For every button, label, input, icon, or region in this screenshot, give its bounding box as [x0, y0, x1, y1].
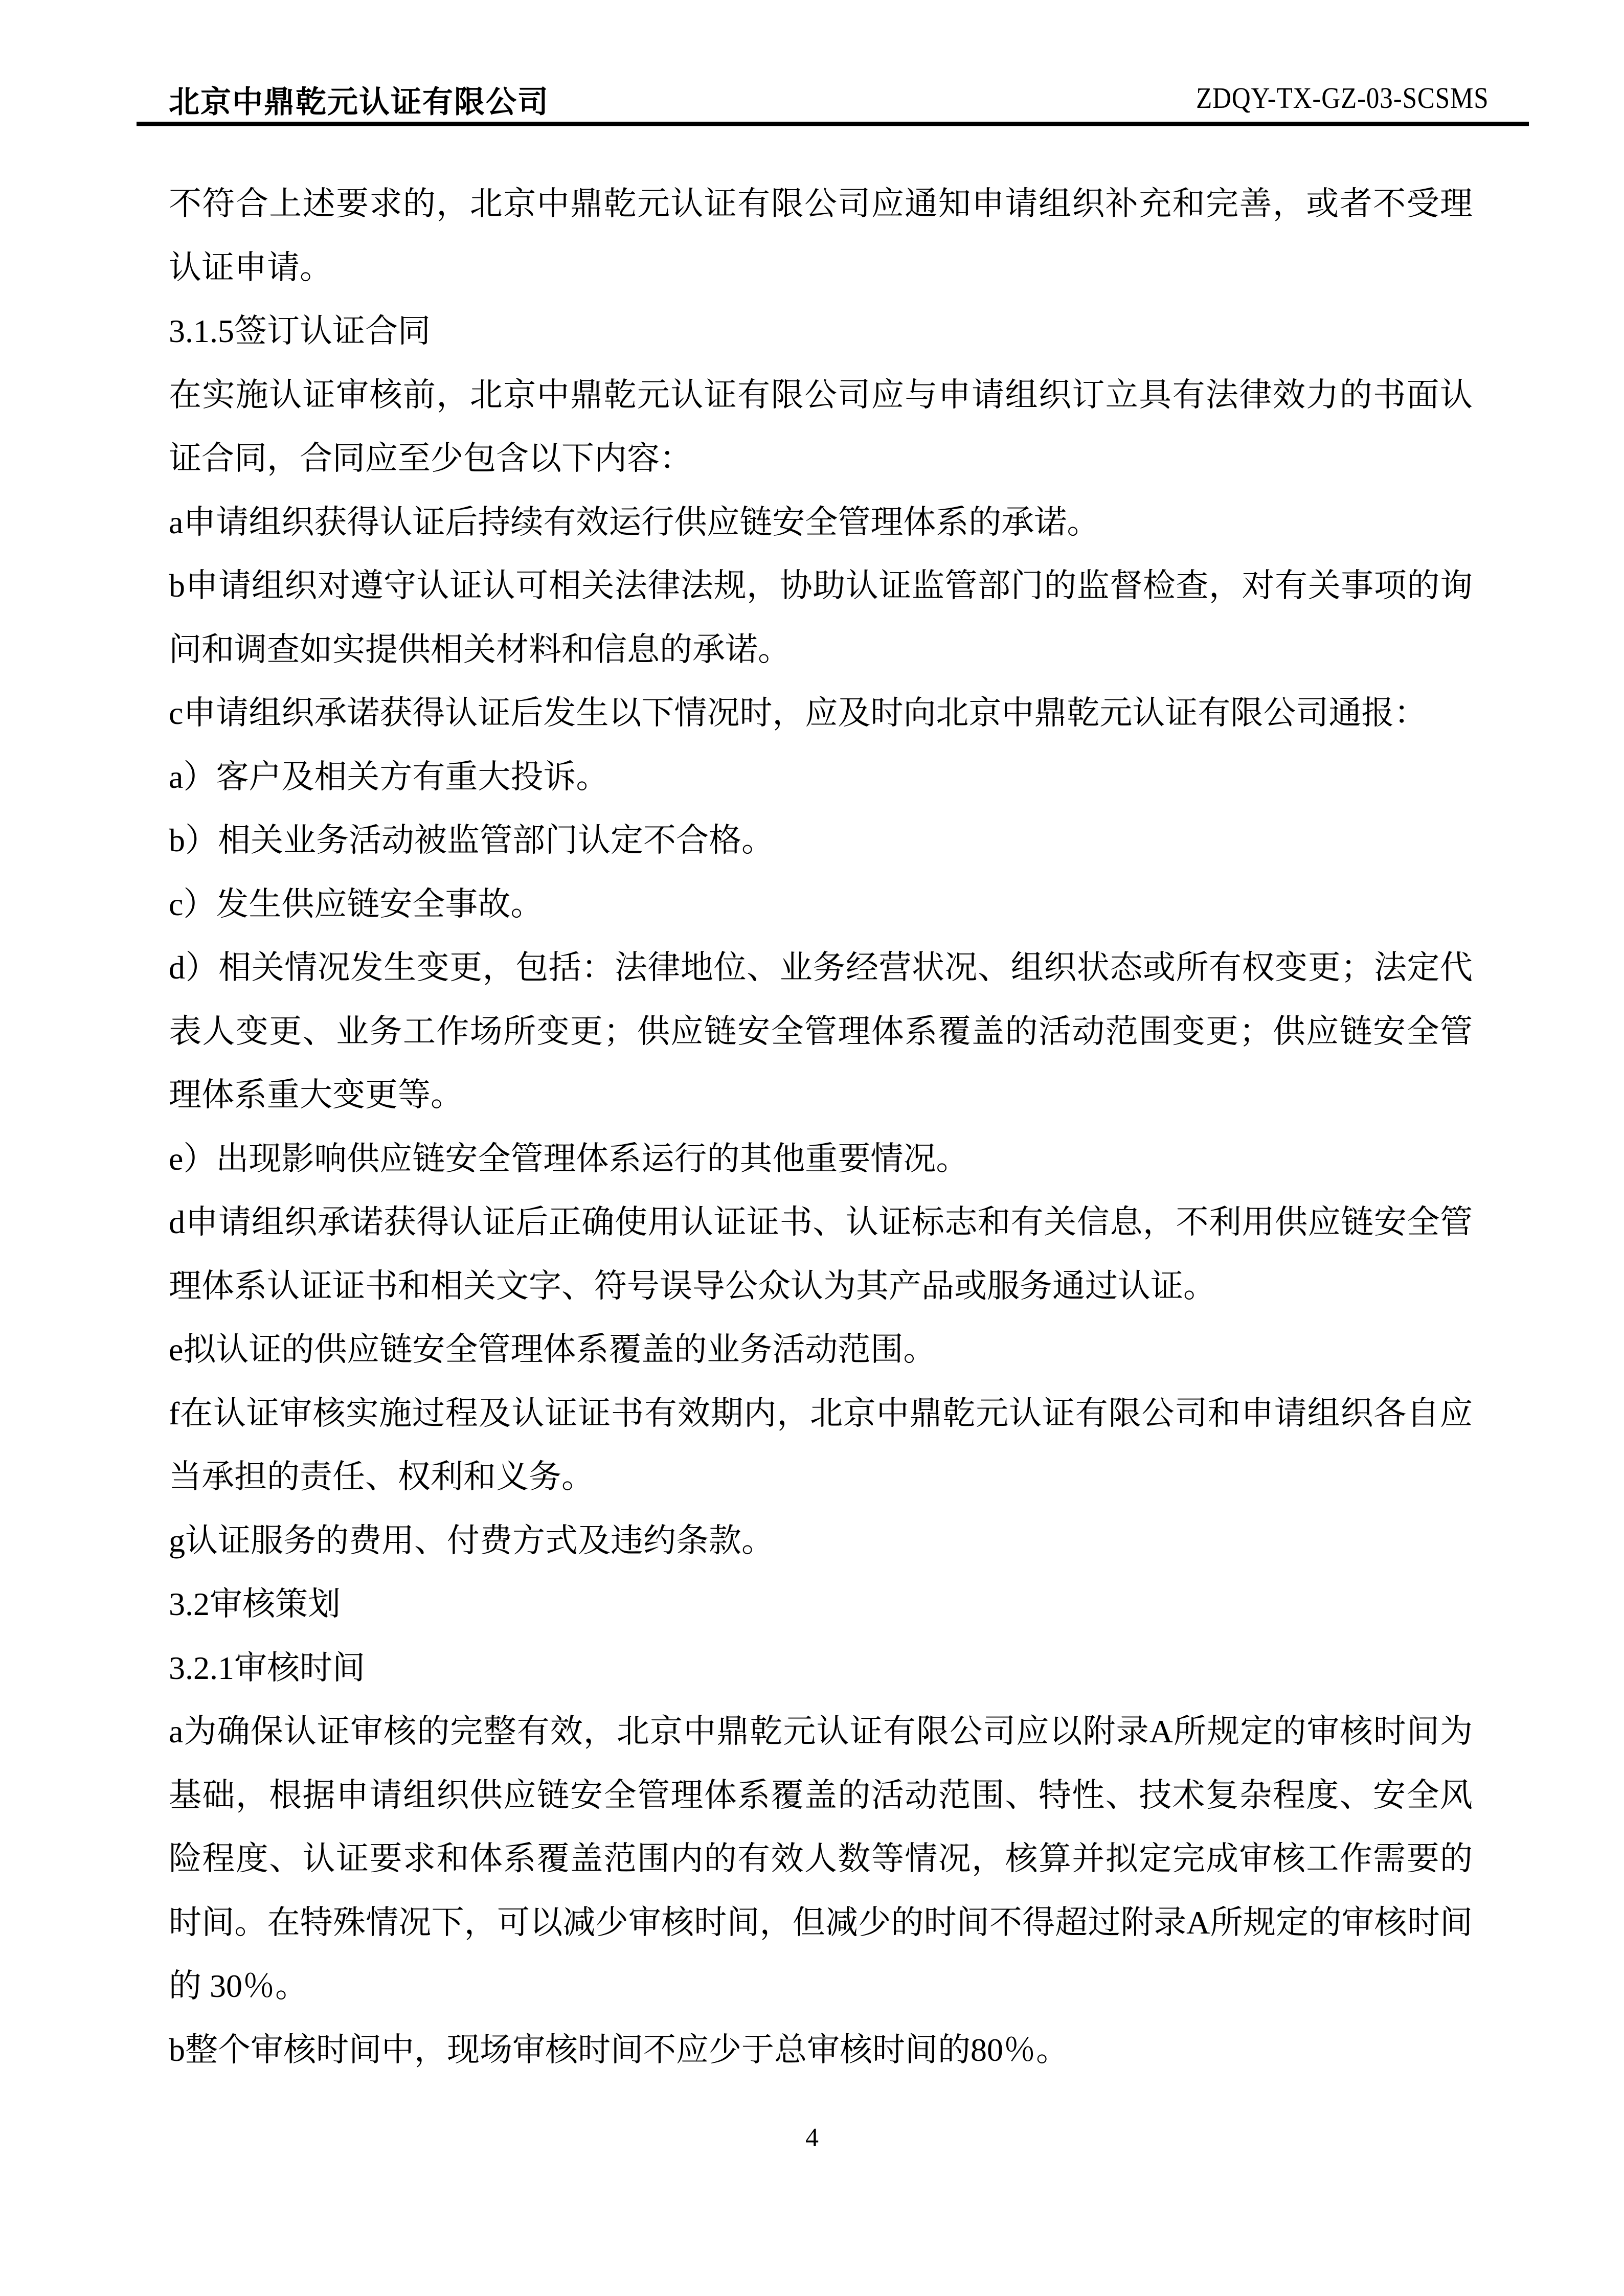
header-divider-rule	[137, 122, 1529, 126]
text-line: 理体系重大变更等。	[169, 1077, 463, 1113]
text-line: e）出现影响供应链安全管理体系运行的其他重要情况。	[169, 1140, 969, 1177]
body-text	[169, 172, 1473, 2082]
text-line: 当承担的责任、权利和义务。	[169, 1459, 594, 1495]
text-line: 3.2.1审核时间	[169, 1649, 365, 1686]
page-footer	[0, 2123, 1624, 2153]
text-line: d）相关情况发生变更，包括：法律地位、业务经营状况、组织状态或所有权变更；法定代	[169, 949, 1473, 986]
page-number: 4	[805, 2123, 819, 2152]
text-line: 不符合上述要求的，北京中鼎乾元认证有限公司应通知申请组织补充和完善，或者不受理	[169, 186, 1473, 222]
text-line: 认证申请。	[169, 249, 332, 286]
text-line: b）相关业务活动被监管部门认定不合格。	[169, 822, 774, 858]
text-line: 险程度、认证要求和体系覆盖范围内的有效人数等情况，核算并拟定完成审核工作需要的	[169, 1840, 1473, 1877]
text-line: 3.2审核策划	[169, 1586, 341, 1622]
text-line: 3.1.5签订认证合同	[169, 313, 431, 349]
text-line: 表人变更、业务工作场所变更；供应链安全管理体系覆盖的活动范围变更；供应链安全管	[169, 1013, 1473, 1050]
text-line: e拟认证的供应链安全管理体系覆盖的业务活动范围。	[169, 1331, 936, 1368]
text-line: 时间。在特殊情况下，可以减少审核时间，但减少的时间不得超过附录A所规定的审核时间	[169, 1904, 1473, 1941]
text-line: b整个审核时间中，现场审核时间不应少于总审核时间的80％。	[169, 2031, 1069, 2068]
text-line: g认证服务的费用、付费方式及违约条款。	[169, 1522, 774, 1559]
text-line: a申请组织获得认证后持续有效运行供应链安全管理体系的承诺。	[169, 504, 1100, 540]
text-line: 的 30％。	[169, 1968, 308, 2004]
text-line: b申请组织对遵守认证认可相关法律法规，协助认证监管部门的监督检查，对有关事项的询	[169, 567, 1473, 604]
text-line: d申请组织承诺获得认证后正确使用认证证书、认证标志和有关信息，不利用供应链安全管	[169, 1204, 1473, 1240]
text-line: a为确保认证审核的完整有效，北京中鼎乾元认证有限公司应以附录A所规定的审核时间为	[169, 1713, 1473, 1749]
text-line: 问和调查如实提供相关材料和信息的承诺。	[169, 631, 791, 668]
company-name: 北京中鼎乾元认证有限公司	[169, 85, 549, 119]
text-line: a）客户及相关方有重大投诉。	[169, 758, 609, 795]
document-code: ZDQY-TX-GZ-03-SCSMS	[1196, 81, 1489, 115]
text-line: 基础，根据申请组织供应链安全管理体系覆盖的活动范围、特性、技术复杂程度、安全风	[169, 1777, 1473, 1813]
text-line: 证合同，合同应至少包含以下内容：	[169, 440, 692, 476]
text-line: 在实施认证审核前，北京中鼎乾元认证有限公司应与申请组织订立具有法律效力的书面认	[169, 376, 1473, 413]
text-line: c申请组织承诺获得认证后发生以下情况时，应及时向北京中鼎乾元认证有限公司通报：	[169, 695, 1427, 731]
text-line: f在认证审核实施过程及认证证书有效期内，北京中鼎乾元认证有限公司和申请组织各自应	[169, 1395, 1473, 1431]
text-line: c）发生供应链安全事故。	[169, 885, 544, 922]
text-line: 理体系认证证书和相关文字、符号误导公众认为其产品或服务通过认证。	[169, 1267, 1216, 1304]
